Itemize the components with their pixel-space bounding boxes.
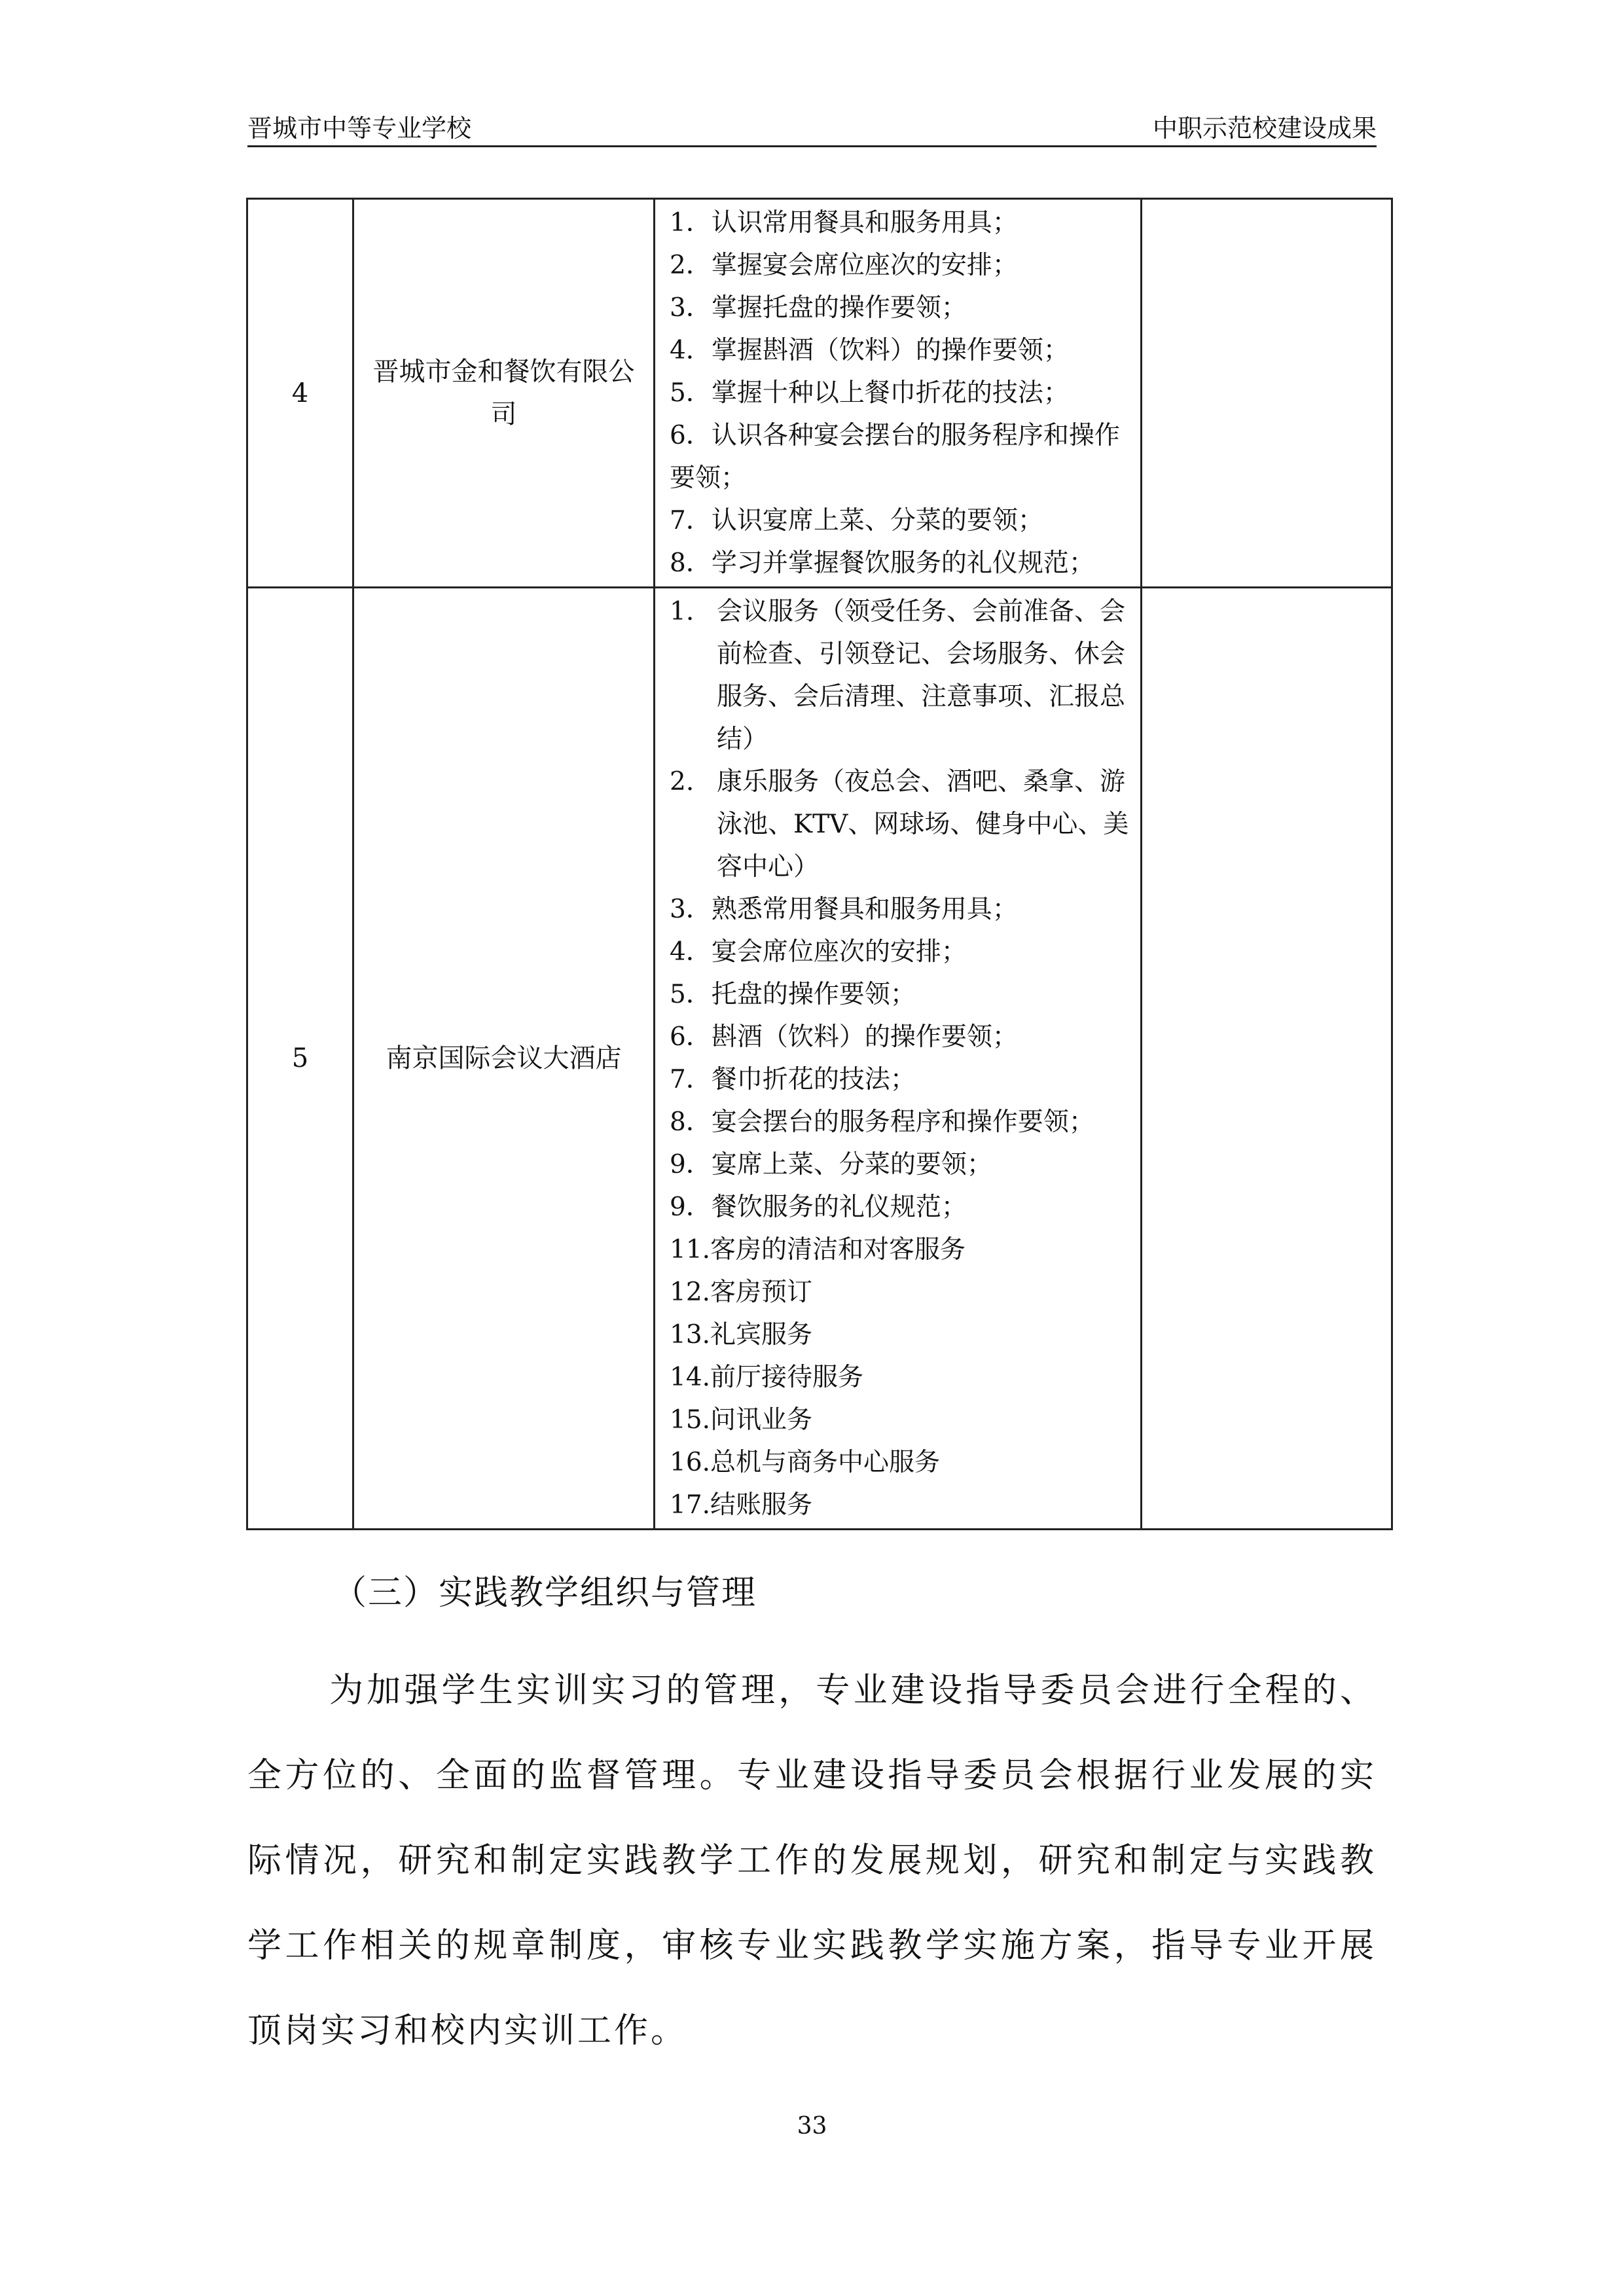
list-item: 2. 康乐服务（夜总会、酒吧、桑拿、游泳池、KTV、网球场、健身中心、美容中心）	[670, 767, 1129, 882]
list-item: 3． 熟悉常用餐具和服务用具；	[670, 895, 1018, 924]
list-item: 6． 斟酒（饮料）的操作要领；	[670, 1022, 1018, 1052]
body-paragraph: 为加强学生实训实习的管理，专业建设指导委员会进行全程的、全方位的、全面的监督管理。专业建设指导委员会根据行业发展的实际情况，研究和制定实践教学工作的发展规划，研究和制定与实践教学工作相关的规章制度，审核专业实践教学实施方案，指导专业开展顶岗实习和校内实训工作。	[247, 1671, 1377, 2051]
list-item: 1． 认识常用餐具和服务用具；	[670, 208, 1018, 238]
training-content-cell	[655, 199, 1142, 588]
list-item: 1. 会议服务（领受任务、会前准备、会前检查、引领登记、会场服务、休会服务、会后清理、注意事项、汇报总结）	[670, 597, 1126, 754]
remarks-cell	[1142, 588, 1392, 1530]
row-index: 5	[247, 588, 353, 1530]
practice-units-table	[246, 198, 1393, 1530]
table-row	[247, 588, 1392, 1530]
list-item: 6．认识各种宴会摆台的服务程序和操作要领；	[670, 421, 1120, 493]
list-item: 4． 宴会席位座次的安排；	[670, 937, 967, 967]
list-item: 16. 总机与商务中心服务	[670, 1448, 941, 1477]
list-item: 3． 掌握托盘的操作要领；	[670, 293, 967, 323]
list-item: 7． 认识宴席上菜、分菜的要领；	[670, 506, 1043, 535]
list-item: 8． 学习并掌握餐饮服务的礼仪规范；	[670, 548, 1094, 578]
list-item: 7． 餐巾折花的技法；	[670, 1065, 916, 1094]
list-item: 5． 掌握十种以上餐巾折花的技法；	[670, 378, 1069, 408]
list-item: 11. 客房的清洁和对客服务	[670, 1235, 966, 1265]
list-item: 12. 客房预订	[670, 1278, 813, 1307]
row-index: 4	[247, 199, 353, 588]
remarks-cell	[1142, 199, 1392, 588]
training-content-cell	[655, 588, 1142, 1530]
header-doc-title: 中职示范校建设成果	[1152, 114, 1377, 143]
unit-name: 晋城市金和餐饮有限公司	[353, 199, 655, 588]
header-school-name: 晋城市中等专业学校	[247, 114, 472, 143]
list-item: 14. 前厅接待服务	[670, 1363, 864, 1392]
unit-name: 南京国际会议大酒店	[353, 588, 655, 1530]
list-item: 15. 问讯业务	[670, 1405, 813, 1435]
page-number: 33	[797, 2113, 827, 2140]
section-heading: （三）实践教学组织与管理	[333, 1573, 757, 1613]
list-item: 17. 结账服务	[670, 1490, 813, 1520]
list-item: 9． 餐饮服务的礼仪规范；	[670, 1193, 967, 1222]
header-divider	[247, 145, 1377, 147]
list-item: 13. 礼宾服务	[670, 1320, 813, 1350]
list-item: 9． 宴席上菜、分菜的要领；	[670, 1150, 992, 1179]
list-item: 2． 掌握宴会席位座次的安排；	[670, 251, 1018, 280]
table-row	[247, 199, 1392, 588]
list-item: 5． 托盘的操作要领；	[670, 980, 916, 1009]
list-item: 4． 掌握斟酒（饮料）的操作要领；	[670, 336, 1069, 365]
list-item: 8． 宴会摆台的服务程序和操作要领；	[670, 1107, 1094, 1137]
